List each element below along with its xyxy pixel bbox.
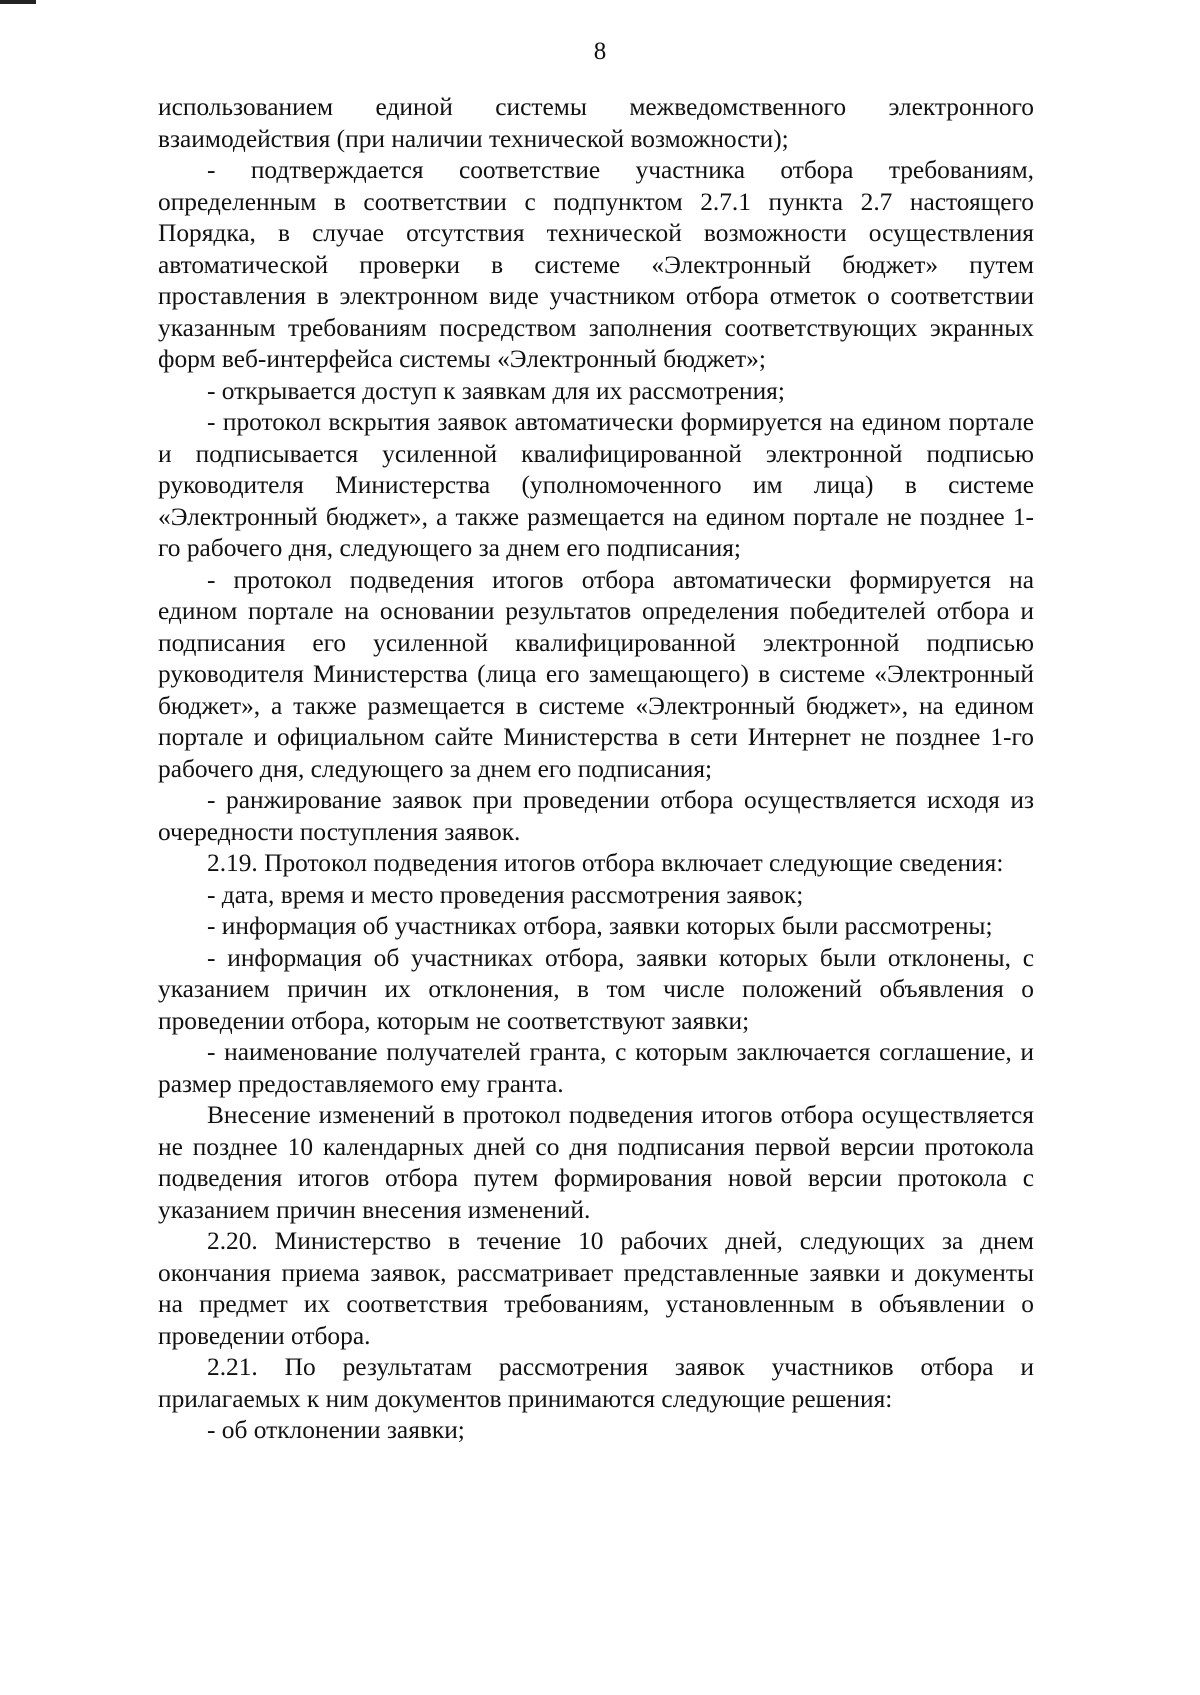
list-item-grant-recipients: - наименование получателей гранта, с которым заключается соглашение, и размер предоставляемого ему гранта.: [158, 1038, 1034, 1098]
list-item-date-time-place: - дата, время и место проведения рассмотрения заявок;: [207, 880, 804, 909]
list-item-opening-protocol: - протокол вскрытия заявок автоматически формируется на едином портале и подписывается усиленной квалифицированной электронной подписью руководителя Министерства (уполномоченного им лица) в системе «Электронный бюджет», а также размещается на едином портале не позднее 1-го рабочего дня, следующего за днем его подписания;: [158, 408, 1034, 562]
paragraph-protocol-amendments: Внесение изменений в протокол подведения итогов отбора осуществляется не позднее 10 календарных дней со дня подписания первой версии протокола подведения итогов отбора путем формирования новой версии протокола с указанием причин внесения изменений.: [158, 1101, 1034, 1224]
list-item-results-protocol: - протокол подведения итогов отбора автоматически формируется на едином портале на основании результатов определения победителей отбора и подписания его усиленной квалифицированной электронной подписью руководителя Министерства (лица его замещающего) в системе «Электронный бюджет», а также размещается в системе «Электронный бюджет», на едином портале и официальном сайте Министерства в сети Интернет не позднее 1-го рабочего дня, следующего за днем его подписания;: [158, 565, 1034, 783]
clause-2-19: 2.19. Протокол подведения итогов отбора включает следующие сведения:: [207, 849, 1004, 877]
list-item-requirements-confirmation: - подтверждается соответствие участника отбора требованиям, определенным в соответствии с подпунктом 2.7.1 пункта 2.7 настоящего Порядка, в случае отсутствия технической возможности осуществления автоматической проверки в системе «Электронный бюджет» путем проставления в электронном виде участником отбора отметок о соответствии указанным требованиям посредством заполнения соответствующих экранных форм веб-интерфейса системы «Электронный бюджет»;: [158, 156, 1034, 373]
scan-corner-mark: [0, 0, 36, 4]
list-item-access-opened: - открывается доступ к заявкам для их рассмотрения;: [207, 376, 785, 405]
clause-2-21: 2.21. По результатам рассмотрения заявок участников отбора и прилагаемых к ним документов принимаются следующие решения:: [158, 1353, 1034, 1413]
paragraph-continuation: использованием единой системы межведомственного электронного взаимодействия (при наличии технической возможности);: [158, 93, 1034, 153]
page-number: 8: [593, 38, 607, 65]
list-item-reviewed-participants: - информация об участниках отбора, заявки которых были рассмотрены;: [207, 912, 993, 940]
list-item-ranking: - ранжирование заявок при проведении отбора осуществляется исходя из очередности поступления заявок.: [158, 786, 1034, 846]
document-body: [158, 92, 1034, 1447]
list-item-application-rejection: - об отклонении заявки;: [207, 1416, 465, 1444]
clause-2-20: 2.20. Министерство в течение 10 рабочих дней, следующих за днем окончания приема заявок, рассматривает представленные заявки и документы на предмет их соответствия требованиям, установленным в объявлении о проведении отбора.: [158, 1227, 1034, 1350]
list-item-rejected-participants: - информация об участниках отбора, заявки которых были отклонены, с указанием причин их отклонения, в том числе положений объявления о проведении отбора, которым не соответствуют заявки;: [158, 943, 1034, 1035]
